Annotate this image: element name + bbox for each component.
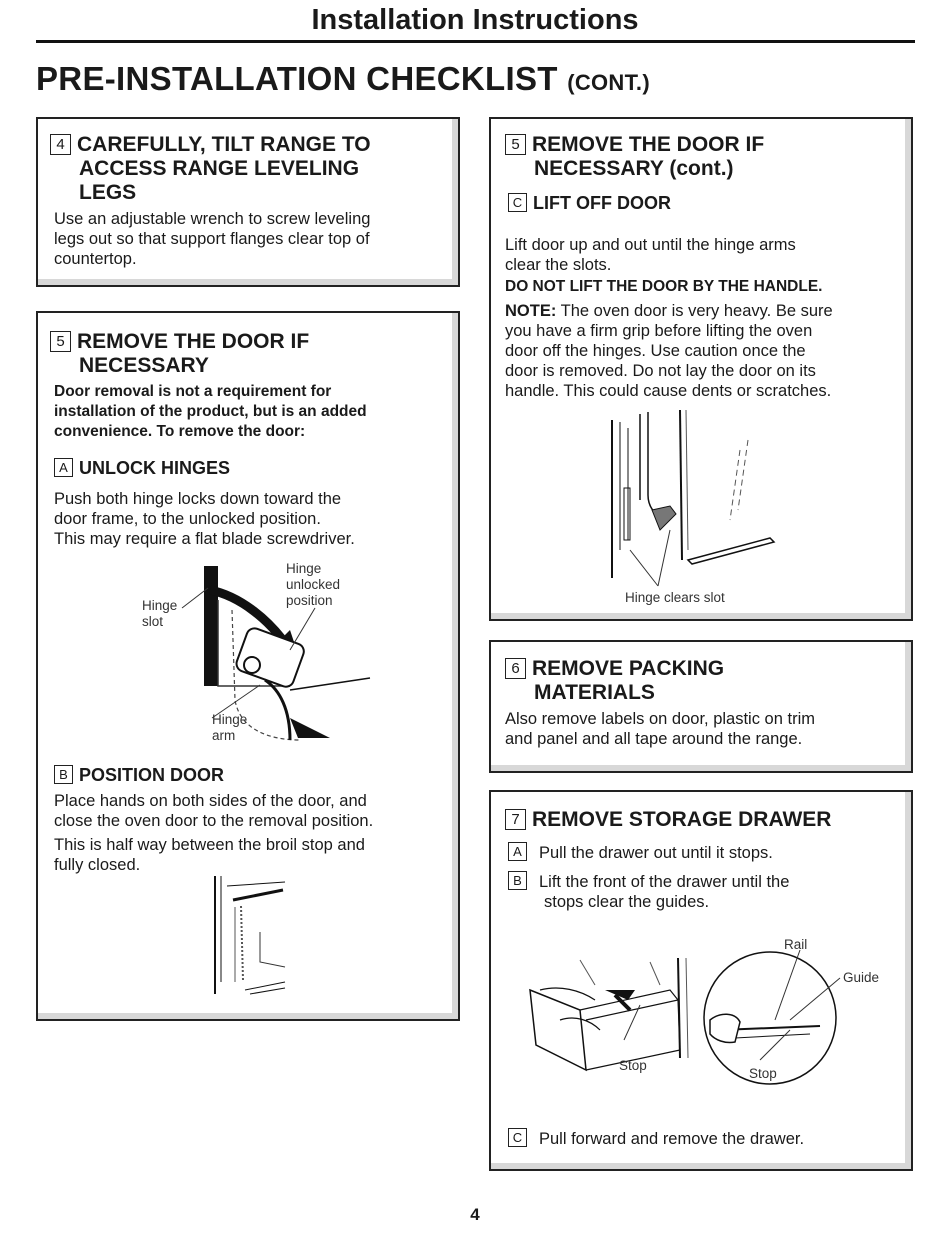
step5cont-title: 5 REMOVE THE DOOR IF NECESSARY (cont.) [505, 133, 764, 181]
drawer-illustration [520, 950, 850, 1075]
step5c-letter: C [508, 193, 527, 212]
step6-text: Also remove labels on door, plastic on trim and panel and all tape around the range. [505, 710, 815, 748]
label-hinge-unlocked: Hinge unlocked position [286, 561, 341, 608]
label-stop-right: Stop [749, 1066, 777, 1081]
step5b-text: Place hands on both sides of the door, and close the oven door to the removal position. This is half way between the broil stop and fully closed. [54, 792, 374, 874]
step5a-letter: A [54, 458, 73, 477]
hinge-illustration [140, 560, 380, 750]
label-hinge-slot: Hinge slot [142, 598, 178, 629]
step5-title: 5 REMOVE THE DOOR IF NECESSARY [50, 330, 309, 378]
label-rail: Rail [784, 937, 808, 952]
step7-title: 7 REMOVE STORAGE DRAWER [505, 808, 831, 832]
step6-title: 6 REMOVE PACKING MATERIALS [505, 657, 724, 705]
step7b-letter: B [508, 871, 527, 890]
label-guide: Guide [843, 970, 880, 985]
step5b-letter: B [54, 765, 73, 784]
page-number: 4 [470, 1205, 480, 1224]
step5-number: 5 [50, 331, 71, 352]
label-stop-left: Stop [619, 1058, 647, 1073]
step6-number: 6 [505, 658, 526, 679]
step5b-title: B POSITION DOOR [54, 765, 224, 786]
lift-door-illustration [600, 410, 790, 590]
step5a-title: A UNLOCK HINGES [54, 458, 230, 479]
step5c-note: NOTE: The oven door is very heavy. Be sure you have a firm grip before lifting the oven door off the hinges. Use caution once the door is removed. Do not lay the door on its handle. This could cause dents or scratches. [505, 302, 833, 400]
step4-text: Use an adjustable wrench to screw leveling legs out so that support flanges clear top of countertop. [54, 210, 371, 268]
step7c: C Pull forward and remove the drawer. [508, 1128, 804, 1149]
header-title: Installation Instructions [311, 4, 639, 36]
step5c-title: C LIFT OFF DOOR [508, 193, 671, 214]
step7-number: 7 [505, 809, 526, 830]
step5cont-number: 5 [505, 134, 526, 155]
step5c-warning: DO NOT LIFT THE DOOR BY THE HANDLE. [505, 278, 823, 295]
oven-door-illustration [205, 872, 295, 1002]
step7b: B Lift the front of the drawer until the stops clear the guides. [508, 871, 789, 912]
header-rule [36, 40, 915, 43]
step7a: A Pull the drawer out until it stops. [508, 842, 773, 863]
step7a-letter: A [508, 842, 527, 861]
step5c-text: Lift door up and out until the hinge arms clear the slots. [505, 236, 796, 274]
label-hinge-arm: Hinge arm [212, 712, 248, 743]
checklist-title-suffix: (CONT.) [567, 70, 650, 95]
step4-number: 4 [50, 134, 71, 155]
checklist-title-text: PRE-INSTALLATION CHECKLIST [36, 60, 558, 97]
step5-intro: Door removal is not a requirement for installation of the product, but is an added convenience. To remove the door: [54, 383, 367, 440]
step5a-text: Push both hinge locks down toward the door frame, to the unlocked position. This may require a flat blade screwdriver. [54, 490, 355, 548]
caption-hinge-clears-slot: Hinge clears slot [625, 590, 725, 605]
step4-title: 4 CAREFULLY, TILT RANGE TO ACCESS RANGE LEVELING LEGS [50, 133, 371, 205]
checklist-title [36, 60, 650, 98]
step7c-letter: C [508, 1128, 527, 1147]
